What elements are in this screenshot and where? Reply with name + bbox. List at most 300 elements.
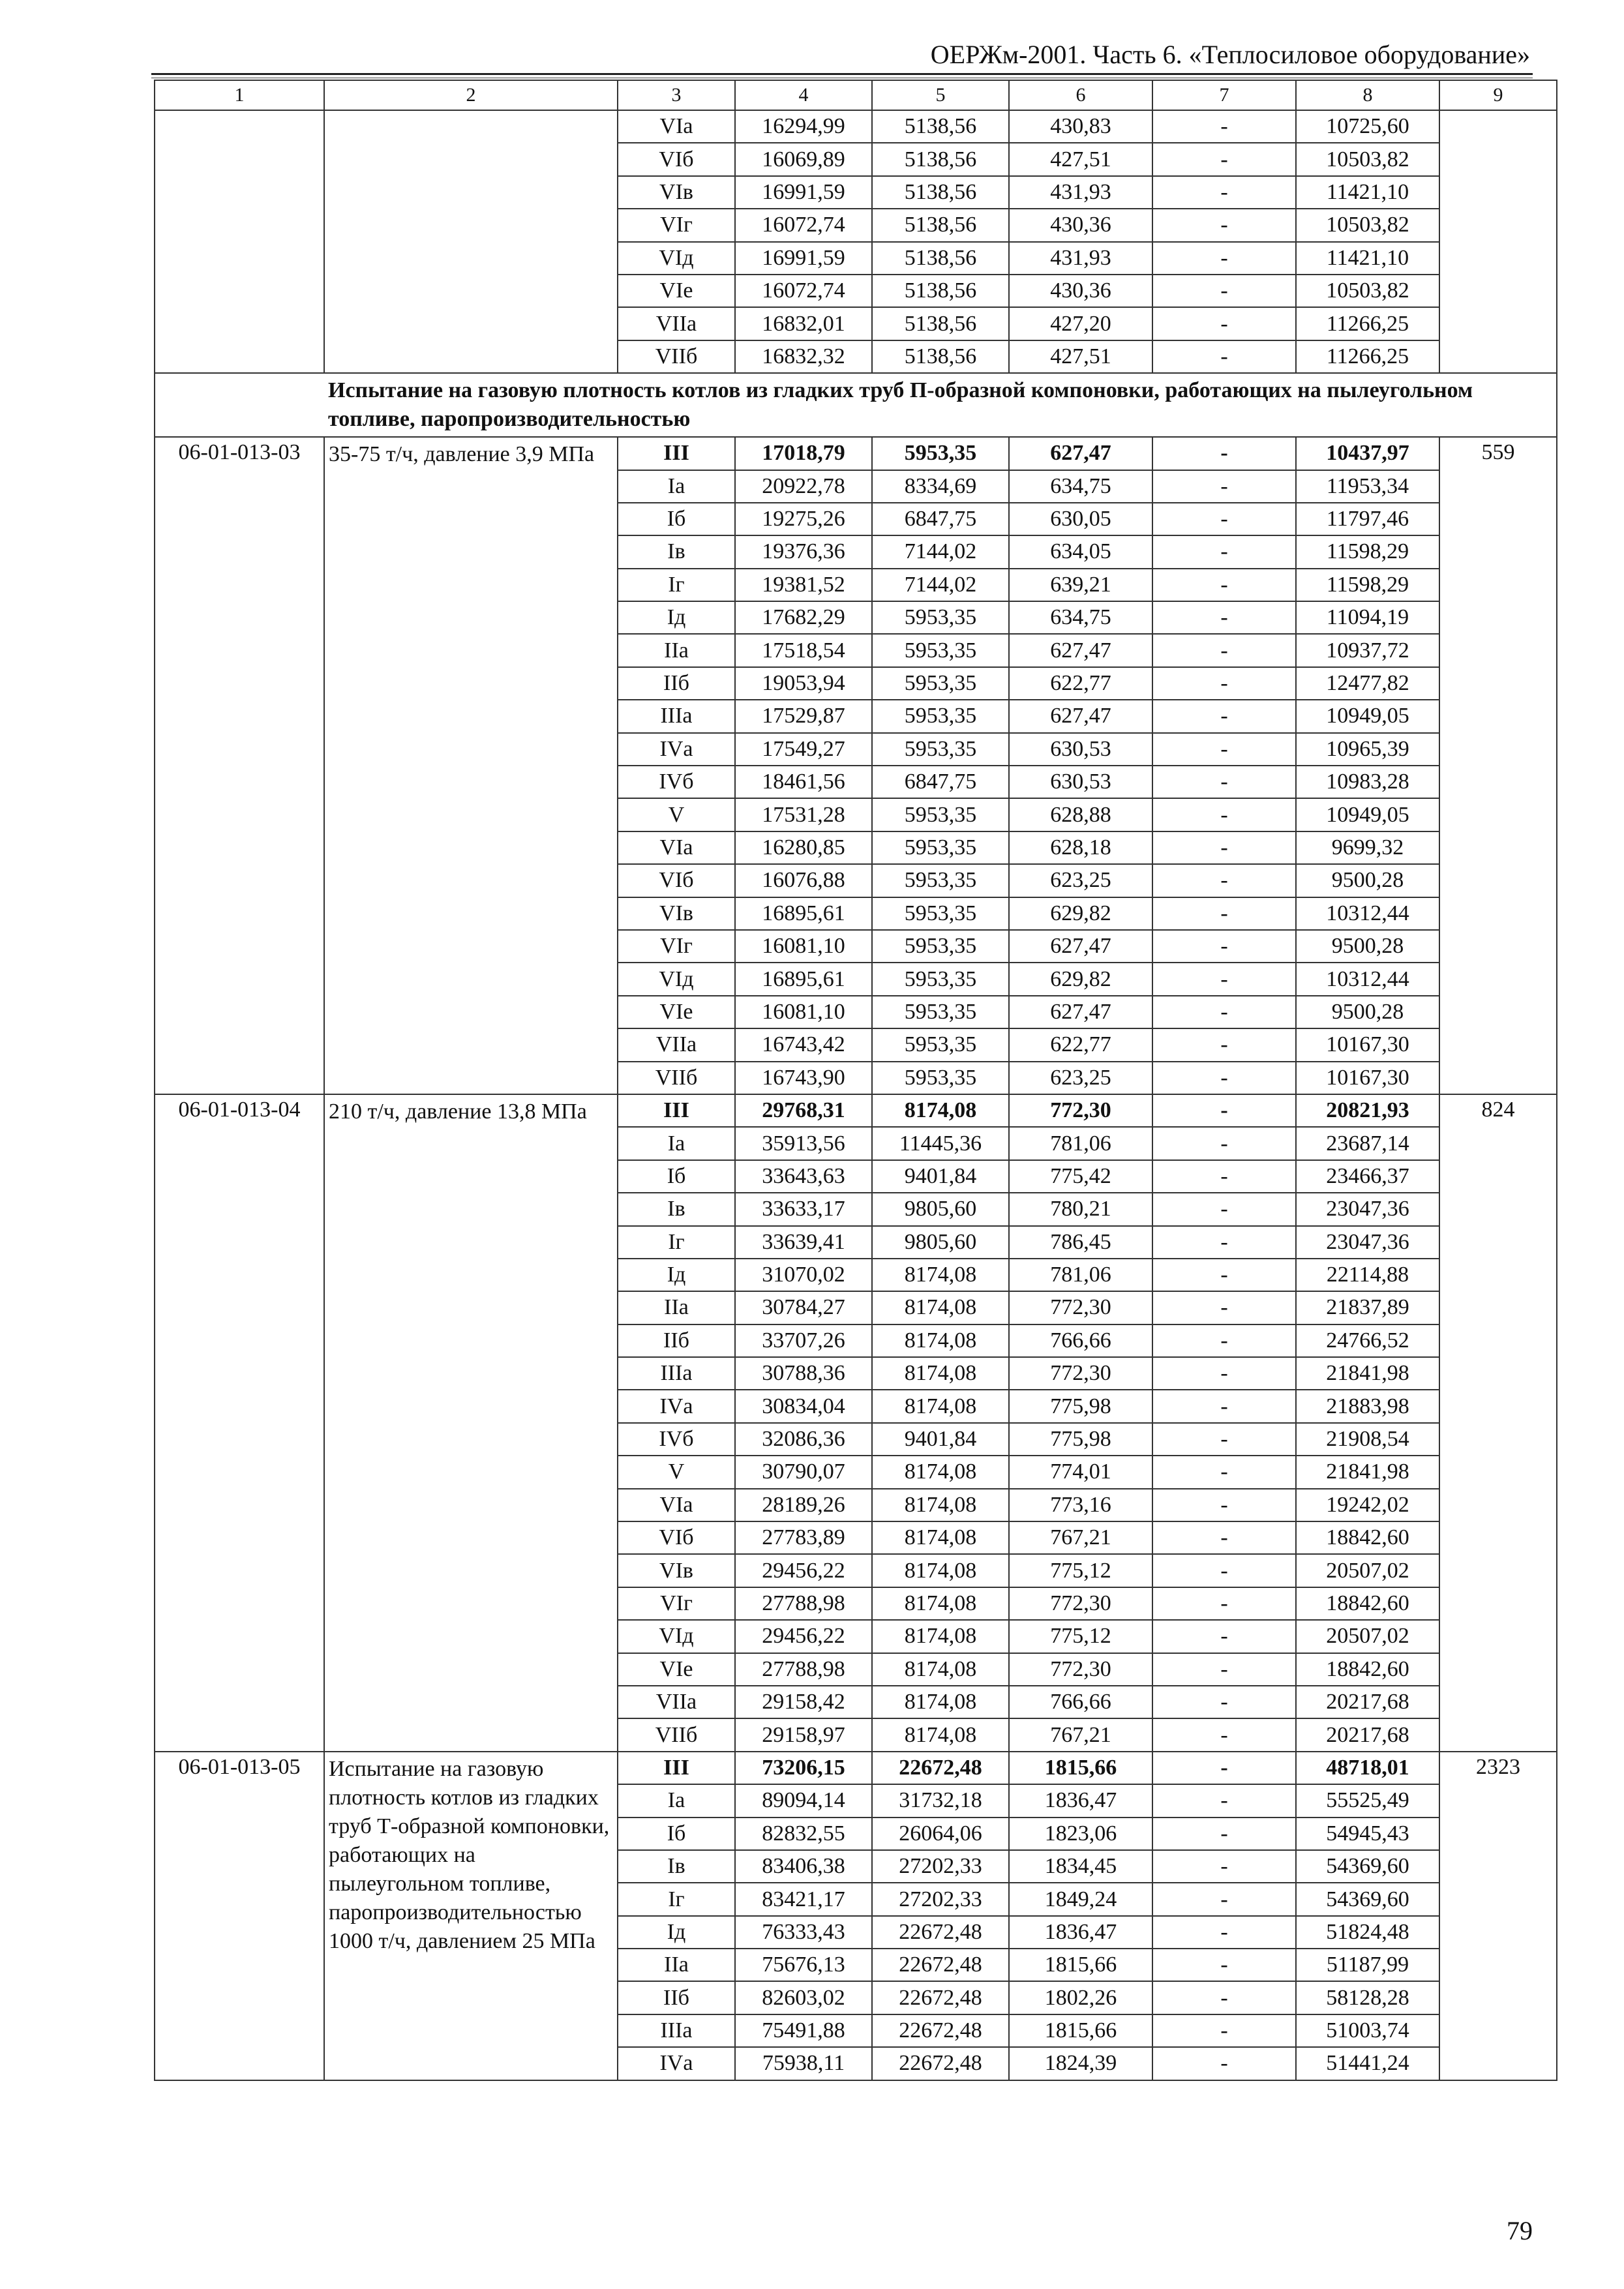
table-cell: 30784,27 — [735, 1291, 872, 1324]
table-cell: 8174,08 — [872, 1554, 1009, 1587]
table-cell: 623,25 — [1009, 864, 1152, 897]
table-cell: 19053,94 — [735, 667, 872, 700]
table-cell: 21908,54 — [1296, 1423, 1439, 1456]
table-cell: 5953,35 — [872, 733, 1009, 766]
table-cell: - — [1152, 798, 1296, 831]
page-number: 79 — [1507, 2216, 1533, 2245]
table-cell: 11266,25 — [1296, 340, 1439, 373]
table-cell: - — [1152, 242, 1296, 275]
column-number: 8 — [1296, 80, 1439, 110]
empty-desc-cell — [324, 110, 618, 373]
table-cell: 10503,82 — [1296, 143, 1439, 175]
table-cell: 33643,63 — [735, 1160, 872, 1193]
table-cell: 427,20 — [1009, 307, 1152, 340]
table-cell: 5953,35 — [872, 437, 1009, 470]
table-cell: - — [1152, 1324, 1296, 1357]
table-cell: 8174,08 — [872, 1620, 1009, 1653]
table-cell: 19242,02 — [1296, 1489, 1439, 1521]
table-cell: IIб — [618, 667, 735, 700]
table-cell: 54369,60 — [1296, 1883, 1439, 1915]
table-cell: 9500,28 — [1296, 930, 1439, 963]
table-cell: Iв — [618, 1850, 735, 1883]
table-cell: - — [1152, 963, 1296, 995]
table-cell: Iб — [618, 503, 735, 535]
table-cell: - — [1152, 143, 1296, 175]
table-cell: VIIб — [618, 340, 735, 373]
table-cell: - — [1152, 1981, 1296, 2014]
table-cell: VIа — [618, 831, 735, 864]
table-cell: 431,93 — [1009, 242, 1152, 275]
rate-code: 06-01-013-03 — [155, 437, 324, 1094]
table-cell: VIг — [618, 930, 735, 963]
table-cell: 27202,33 — [872, 1850, 1009, 1883]
table-cell: 54369,60 — [1296, 1850, 1439, 1883]
table-cell: 8174,08 — [872, 1094, 1009, 1127]
table-cell: 27202,33 — [872, 1883, 1009, 1915]
table-cell: 780,21 — [1009, 1193, 1152, 1225]
table-cell: - — [1152, 1160, 1296, 1193]
column-number: 5 — [872, 80, 1009, 110]
table-cell: 772,30 — [1009, 1094, 1152, 1127]
table-cell: IIб — [618, 1981, 735, 2014]
table-cell: 786,45 — [1009, 1226, 1152, 1259]
table-cell: - — [1152, 1850, 1296, 1883]
table-cell: 781,06 — [1009, 1259, 1152, 1291]
table-cell: - — [1152, 1127, 1296, 1159]
labor-cost: 559 — [1439, 437, 1557, 1094]
table-cell: - — [1152, 470, 1296, 503]
table-cell: 23047,36 — [1296, 1193, 1439, 1225]
table-cell: 5953,35 — [872, 996, 1009, 1028]
table-cell: 76333,43 — [735, 1916, 872, 1949]
column-number: 7 — [1152, 80, 1296, 110]
table-cell: 5953,35 — [872, 634, 1009, 666]
table-cell: 622,77 — [1009, 667, 1152, 700]
table-cell: - — [1152, 1423, 1296, 1456]
table-cell: 54945,43 — [1296, 1818, 1439, 1850]
table-row — [155, 437, 1557, 470]
section-title: Испытание на газовую плотность котлов из гладких труб П-образной компоновки, работающих на пылеугольном топливе, паропроизводительностью — [324, 373, 1557, 437]
table-cell: 10949,05 — [1296, 798, 1439, 831]
table-cell: - — [1152, 733, 1296, 766]
table-cell: 6847,75 — [872, 503, 1009, 535]
table-cell: 51441,24 — [1296, 2047, 1439, 2080]
table-cell: 627,47 — [1009, 930, 1152, 963]
table-cell: 5138,56 — [872, 176, 1009, 209]
table-cell: 21841,98 — [1296, 1357, 1439, 1390]
table-cell: 772,30 — [1009, 1357, 1152, 1390]
rate-code: 06-01-013-05 — [155, 1752, 324, 2080]
table-cell: VIв — [618, 176, 735, 209]
table-cell: 58128,28 — [1296, 1981, 1439, 2014]
table-cell: - — [1152, 634, 1296, 666]
table-cell: 16832,01 — [735, 307, 872, 340]
table-cell: Iд — [618, 601, 735, 634]
table-cell: VIIа — [618, 1028, 735, 1061]
table-cell: 1836,47 — [1009, 1784, 1152, 1817]
table-cell: - — [1152, 1094, 1296, 1127]
table-cell: 16991,59 — [735, 176, 872, 209]
table-cell: 629,82 — [1009, 897, 1152, 930]
table-cell: 7144,02 — [872, 569, 1009, 601]
table-cell: 430,83 — [1009, 110, 1152, 143]
table-cell: 16991,59 — [735, 242, 872, 275]
table-cell: 17518,54 — [735, 634, 872, 666]
table-cell: 83406,38 — [735, 1850, 872, 1883]
table-cell: - — [1152, 667, 1296, 700]
table-cell: 639,21 — [1009, 569, 1152, 601]
table-cell: 22114,88 — [1296, 1259, 1439, 1291]
table-cell: Iа — [618, 1127, 735, 1159]
table-cell: 29158,97 — [735, 1718, 872, 1751]
table-cell: - — [1152, 1587, 1296, 1620]
section-row — [155, 373, 1557, 437]
page-header: ОЕРЖм-2001. Часть 6. «Теплосиловое оборудование» — [930, 40, 1530, 69]
table-cell: 11598,29 — [1296, 569, 1439, 601]
table-cell: VIе — [618, 996, 735, 1028]
table-cell: 89094,14 — [735, 1784, 872, 1817]
table-cell: 431,93 — [1009, 176, 1152, 209]
table-cell: 17531,28 — [735, 798, 872, 831]
table-cell: 16076,88 — [735, 864, 872, 897]
rate-description: 210 т/ч, давление 13,8 МПа — [324, 1094, 618, 1752]
column-number: 9 — [1439, 80, 1557, 110]
table-cell: 627,47 — [1009, 437, 1152, 470]
table-cell: 5953,35 — [872, 1028, 1009, 1061]
table-cell: 5953,35 — [872, 601, 1009, 634]
table-cell: 17549,27 — [735, 733, 872, 766]
table-cell: 20217,68 — [1296, 1718, 1439, 1751]
table-cell: 21883,98 — [1296, 1390, 1439, 1422]
table-cell: 27788,98 — [735, 1653, 872, 1686]
table-cell: - — [1152, 2047, 1296, 2080]
table-cell: - — [1152, 340, 1296, 373]
rate-description: 35-75 т/ч, давление 3,9 МПа — [324, 437, 618, 1094]
table-cell: III — [618, 1752, 735, 1784]
table-cell: 10167,30 — [1296, 1028, 1439, 1061]
table-cell: - — [1152, 766, 1296, 798]
table-cell: 772,30 — [1009, 1653, 1152, 1686]
table-cell: - — [1152, 1686, 1296, 1718]
table-cell: VIа — [618, 1489, 735, 1521]
table-cell: 16069,89 — [735, 143, 872, 175]
table-cell: IIа — [618, 1291, 735, 1324]
table-cell: IIIа — [618, 1357, 735, 1390]
table-cell: 9500,28 — [1296, 864, 1439, 897]
table-cell: 75938,11 — [735, 2047, 872, 2080]
table-cell: 5953,35 — [872, 864, 1009, 897]
table-cell: 16895,61 — [735, 963, 872, 995]
table-cell: 29456,22 — [735, 1620, 872, 1653]
table-cell: 5953,35 — [872, 831, 1009, 864]
table-cell: 16081,10 — [735, 930, 872, 963]
table-cell: 16081,10 — [735, 996, 872, 1028]
table-cell: 627,47 — [1009, 634, 1152, 666]
table-cell: 8174,08 — [872, 1686, 1009, 1718]
table-cell: 29768,31 — [735, 1094, 872, 1127]
table-cell: 20217,68 — [1296, 1686, 1439, 1718]
table-cell: 767,21 — [1009, 1718, 1152, 1751]
table-cell: 28189,26 — [735, 1489, 872, 1521]
table-cell: 6847,75 — [872, 766, 1009, 798]
table-cell: - — [1152, 1193, 1296, 1225]
table-cell: Iв — [618, 535, 735, 568]
table-cell: Iб — [618, 1818, 735, 1850]
table-cell: - — [1152, 2014, 1296, 2047]
table-cell: 11421,10 — [1296, 242, 1439, 275]
table-cell: 5138,56 — [872, 340, 1009, 373]
table-cell: 11094,19 — [1296, 601, 1439, 634]
table-cell: 1834,45 — [1009, 1850, 1152, 1883]
table-cell: III — [618, 1094, 735, 1127]
table-cell: - — [1152, 1259, 1296, 1291]
table-cell: - — [1152, 1916, 1296, 1949]
column-number: 2 — [324, 80, 618, 110]
table-cell: 27788,98 — [735, 1587, 872, 1620]
table-cell: 5953,35 — [872, 930, 1009, 963]
table-cell: IVа — [618, 2047, 735, 2080]
table-cell: - — [1152, 1028, 1296, 1061]
table-cell: 1802,26 — [1009, 1981, 1152, 2014]
table-cell: Iа — [618, 1784, 735, 1817]
column-number: 3 — [618, 80, 735, 110]
table-cell: 11598,29 — [1296, 535, 1439, 568]
table-cell: 5138,56 — [872, 143, 1009, 175]
table-cell: Iг — [618, 569, 735, 601]
header-rule — [151, 73, 1533, 75]
table-cell: 19275,26 — [735, 503, 872, 535]
table-cell: - — [1152, 601, 1296, 634]
table-cell: 73206,15 — [735, 1752, 872, 1784]
table-cell: 1815,66 — [1009, 1949, 1152, 1981]
price-table — [154, 80, 1557, 2081]
table-cell: VIе — [618, 1653, 735, 1686]
table-cell: 11445,36 — [872, 1127, 1009, 1159]
table-cell: - — [1152, 110, 1296, 143]
table-cell: 31070,02 — [735, 1259, 872, 1291]
table-cell: 629,82 — [1009, 963, 1152, 995]
table-cell: 634,75 — [1009, 470, 1152, 503]
table-cell: 22672,48 — [872, 1981, 1009, 2014]
table-cell: VIб — [618, 864, 735, 897]
table-cell: 5138,56 — [872, 110, 1009, 143]
table-cell: 51187,99 — [1296, 1949, 1439, 1981]
table-cell: 30834,04 — [735, 1390, 872, 1422]
table-row — [155, 1752, 1557, 1784]
table-cell: 20507,02 — [1296, 1620, 1439, 1653]
table-cell: 8174,08 — [872, 1456, 1009, 1488]
table-cell: - — [1152, 1883, 1296, 1915]
table-cell: 10503,82 — [1296, 275, 1439, 307]
table-cell: - — [1152, 1752, 1296, 1784]
table-row — [155, 110, 1557, 143]
table-cell: 775,12 — [1009, 1620, 1152, 1653]
table-cell: 12477,82 — [1296, 667, 1439, 700]
table-cell: 772,30 — [1009, 1291, 1152, 1324]
table-cell: IIб — [618, 1324, 735, 1357]
table-cell: - — [1152, 897, 1296, 930]
table-cell: 1815,66 — [1009, 1752, 1152, 1784]
table-cell: 31732,18 — [872, 1784, 1009, 1817]
table-cell: 8174,08 — [872, 1390, 1009, 1422]
table-cell: 5953,35 — [872, 897, 1009, 930]
table-cell: 20922,78 — [735, 470, 872, 503]
empty-code-cell — [155, 373, 324, 437]
table-cell: - — [1152, 831, 1296, 864]
table-cell: 20821,93 — [1296, 1094, 1439, 1127]
table-cell: Iд — [618, 1259, 735, 1291]
table-cell: 5953,35 — [872, 798, 1009, 831]
table-cell: - — [1152, 1784, 1296, 1817]
table-cell: 9805,60 — [872, 1226, 1009, 1259]
table-cell: VIд — [618, 1620, 735, 1653]
table-cell: 8334,69 — [872, 470, 1009, 503]
table-cell: 16294,99 — [735, 110, 872, 143]
table-cell: 427,51 — [1009, 340, 1152, 373]
table-cell: 627,47 — [1009, 996, 1152, 1028]
table-cell: 22672,48 — [872, 2014, 1009, 2047]
table-cell: - — [1152, 1554, 1296, 1587]
table-cell: 1836,47 — [1009, 1916, 1152, 1949]
table-cell: 82603,02 — [735, 1981, 872, 2014]
table-cell: - — [1152, 176, 1296, 209]
table-cell: 17018,79 — [735, 437, 872, 470]
table-cell: 19381,52 — [735, 569, 872, 601]
table-cell: 35913,56 — [735, 1127, 872, 1159]
table-cell: - — [1152, 275, 1296, 307]
table-cell: 33707,26 — [735, 1324, 872, 1357]
table-cell: 10312,44 — [1296, 897, 1439, 930]
table-cell: V — [618, 1456, 735, 1488]
table-cell: 5953,35 — [872, 700, 1009, 732]
table-cell: 775,42 — [1009, 1160, 1152, 1193]
table-cell: 51003,74 — [1296, 2014, 1439, 2047]
table-cell: 8174,08 — [872, 1324, 1009, 1357]
table-cell: 8174,08 — [872, 1521, 1009, 1554]
column-number: 6 — [1009, 80, 1152, 110]
table-cell: VIд — [618, 242, 735, 275]
table-cell: 1815,66 — [1009, 2014, 1152, 2047]
empty-ni-cell — [1439, 110, 1557, 373]
table-cell: 8174,08 — [872, 1357, 1009, 1390]
table-cell: 630,53 — [1009, 766, 1152, 798]
table-cell: VIг — [618, 209, 735, 241]
table-cell: 11953,34 — [1296, 470, 1439, 503]
table-cell: IVа — [618, 1390, 735, 1422]
table-cell: 8174,08 — [872, 1259, 1009, 1291]
table-cell: 18842,60 — [1296, 1653, 1439, 1686]
table-cell: 33639,41 — [735, 1226, 872, 1259]
table-cell: Iг — [618, 1226, 735, 1259]
table-cell: 623,25 — [1009, 1062, 1152, 1094]
table-cell: 83421,17 — [735, 1883, 872, 1915]
table-cell: 8174,08 — [872, 1653, 1009, 1686]
table-cell: Iд — [618, 1916, 735, 1949]
table-cell: 767,21 — [1009, 1521, 1152, 1554]
table-cell: 10983,28 — [1296, 766, 1439, 798]
table-cell: - — [1152, 1718, 1296, 1751]
table-cell: 427,51 — [1009, 143, 1152, 175]
table-cell: 19376,36 — [735, 535, 872, 568]
table-cell: IIа — [618, 634, 735, 666]
table-cell: 11266,25 — [1296, 307, 1439, 340]
table-cell: 10949,05 — [1296, 700, 1439, 732]
table-cell: 16743,42 — [735, 1028, 872, 1061]
table-cell: - — [1152, 535, 1296, 568]
table-cell: 774,01 — [1009, 1456, 1152, 1488]
table-cell: 17529,87 — [735, 700, 872, 732]
table-cell: - — [1152, 1489, 1296, 1521]
table-cell: 75491,88 — [735, 2014, 872, 2047]
empty-code-cell — [155, 110, 324, 373]
table-cell: 1824,39 — [1009, 2047, 1152, 2080]
table-cell: - — [1152, 1357, 1296, 1390]
table-cell: 1823,06 — [1009, 1818, 1152, 1850]
table-cell: 8174,08 — [872, 1291, 1009, 1324]
table-cell: IIIа — [618, 2014, 735, 2047]
table-cell: IVб — [618, 766, 735, 798]
table-cell: 30788,36 — [735, 1357, 872, 1390]
table-cell: VIа — [618, 110, 735, 143]
table-cell: Iв — [618, 1193, 735, 1225]
table-cell: 775,98 — [1009, 1390, 1152, 1422]
table-cell: 5138,56 — [872, 209, 1009, 241]
table-cell: - — [1152, 307, 1296, 340]
table-cell: 16280,85 — [735, 831, 872, 864]
table-cell: VIг — [618, 1587, 735, 1620]
table-cell: 8174,08 — [872, 1718, 1009, 1751]
table-cell: 18842,60 — [1296, 1587, 1439, 1620]
table-cell: - — [1152, 1818, 1296, 1850]
table-cell: 29456,22 — [735, 1554, 872, 1587]
table-cell: - — [1152, 1456, 1296, 1488]
table-cell: VIв — [618, 1554, 735, 1587]
table-cell: 16895,61 — [735, 897, 872, 930]
table-cell: - — [1152, 1390, 1296, 1422]
table-cell: 5138,56 — [872, 242, 1009, 275]
table-cell: 32086,36 — [735, 1423, 872, 1456]
table-cell: 628,18 — [1009, 831, 1152, 864]
table-cell: - — [1152, 437, 1296, 470]
column-number-row — [155, 80, 1557, 110]
table-cell: Iг — [618, 1883, 735, 1915]
table-cell: 5138,56 — [872, 275, 1009, 307]
table-cell: 26064,06 — [872, 1818, 1009, 1850]
table-cell: 9401,84 — [872, 1160, 1009, 1193]
table-cell: 9699,32 — [1296, 831, 1439, 864]
table-cell: 21837,89 — [1296, 1291, 1439, 1324]
table-cell: 766,66 — [1009, 1324, 1152, 1357]
table-cell: 10937,72 — [1296, 634, 1439, 666]
table-body — [155, 80, 1557, 2080]
table-cell: - — [1152, 930, 1296, 963]
labor-cost: 824 — [1439, 1094, 1557, 1752]
table-cell: 22672,48 — [872, 1916, 1009, 1949]
table-cell: 10725,60 — [1296, 110, 1439, 143]
column-number: 1 — [155, 80, 324, 110]
table-cell: 11797,46 — [1296, 503, 1439, 535]
table-cell: 630,53 — [1009, 733, 1152, 766]
table-cell: 23466,37 — [1296, 1160, 1439, 1193]
table-cell: IVб — [618, 1423, 735, 1456]
table-cell: 5138,56 — [872, 307, 1009, 340]
table-cell: 22672,48 — [872, 2047, 1009, 2080]
table-cell: VIв — [618, 897, 735, 930]
table-cell: 775,98 — [1009, 1423, 1152, 1456]
table-cell: 1849,24 — [1009, 1883, 1152, 1915]
table-cell: 5953,35 — [872, 1062, 1009, 1094]
table-cell: 772,30 — [1009, 1587, 1152, 1620]
